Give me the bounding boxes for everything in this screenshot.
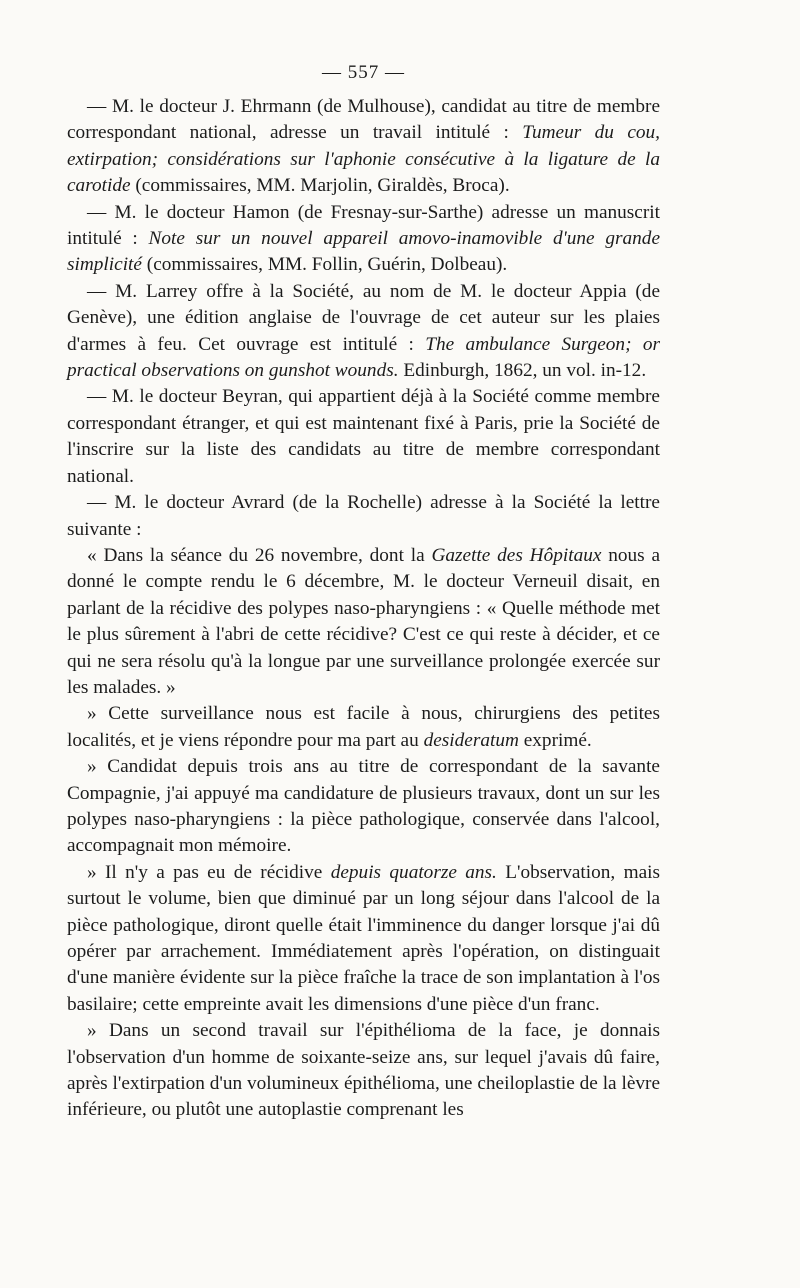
paragraph bbox=[67, 200, 660, 279]
italic-text: Tumeur du cou, extirpation; considérations sur l'aphonie consécutive à la ligature de la carotide bbox=[67, 122, 660, 197]
text-run: — M. Larrey offre à la Société, au nom de M. le docteur Appia (de Genève), une édition anglaise de l'ouvrage de cet auteur sur les plaies d'armes à feu. Cet ouvrage est intitulé : bbox=[67, 280, 660, 355]
text-run: « Dans la séance du 26 novembre, dont la bbox=[87, 544, 432, 566]
text-run: (commissaires, MM. Marjolin, Giraldès, Broca). bbox=[130, 175, 510, 197]
text-run: » Cette surveillance nous est facile à nous, chirurgiens des petites localités, et je viens répondre pour ma part au bbox=[67, 703, 660, 751]
body-text bbox=[67, 94, 660, 1124]
italic-text: Gazette des Hôpitaux bbox=[431, 544, 602, 566]
paragraph bbox=[67, 94, 660, 200]
paragraph bbox=[67, 860, 660, 1018]
text-run: » Dans un second travail sur l'épithélioma de la face, je donnais l'observation d'un homme de soixante-seize ans, sur lequel j'avais dû faire, après l'extirpation d'un volumineux épithélioma, une cheiloplastie de la lèvre inférieure, ou plutôt une autoplastie comprenant les bbox=[67, 1020, 660, 1121]
paragraph bbox=[67, 701, 660, 754]
text-run: exprimé. bbox=[518, 729, 592, 751]
paragraph bbox=[67, 543, 660, 701]
text-run: — M. le docteur Hamon (de Fresnay-sur-Sarthe) adresse un manuscrit intitulé : bbox=[67, 201, 660, 250]
text-run: » Il n'y a pas eu de récidive bbox=[87, 861, 331, 883]
text-run: Edinburgh, 1862, un vol. in-12. bbox=[398, 360, 647, 382]
paragraph bbox=[67, 279, 660, 385]
text-run: — M. le docteur Avrard (de la Rochelle) adresse à la Société la lettre suivante : bbox=[67, 492, 660, 540]
text-run: L'observation, mais surtout le volume, bien que diminué par un long séjour dans l'alcool de la pièce pathologique, diront quelle était l'imminence du danger lorsque j'ai dû opérer par arrachement. Immédiatement après l'opération, on distinguait d'une manière évidente sur la pièce fraîche la trace de son implantation à l'os basilaire; cette empreinte avait les dimensions d'une pièce d'un franc. bbox=[67, 861, 661, 1015]
text-run: nous a donné le compte rendu le 6 décembre, M. le docteur Verneuil disait, en parlant de la récidive des polypes naso-pharyngiens : « Quelle méthode met le plus sûrement à l'abri de cette récidive? C'est ce qui reste à décider, et ce qui ne sera résolu qu'à la longue par une surveillance prolongée exercée sur les malades. » bbox=[67, 544, 661, 698]
page-number: — 557 — bbox=[322, 62, 405, 83]
text-run: » Candidat depuis trois ans au titre de correspondant de la savante Compagnie, j'ai appuyé ma candidature de plusieurs travaux, dont un sur les polypes naso-pharyngiens : la pièce pathologique, conservée dans l'alcool, accompagnait mon mémoire. bbox=[67, 756, 660, 857]
paragraph bbox=[67, 754, 660, 860]
italic-text: Note sur un nouvel appareil amovo-inamovible d'une grande simplicité bbox=[67, 228, 660, 276]
paragraph bbox=[67, 1018, 660, 1124]
text-run: (commissaires, MM. Follin, Guérin, Dolbeau). bbox=[141, 254, 508, 276]
paragraph bbox=[67, 384, 660, 490]
italic-text: The ambulance Surgeon; or practical observations on gunshot wounds. bbox=[67, 333, 660, 382]
paragraph bbox=[67, 490, 660, 543]
text-run: — M. le docteur J. Ehrmann (de Mulhouse), candidat au titre de membre correspondant national, adresse un travail intitulé : bbox=[67, 96, 660, 144]
italic-text: depuis quatorze ans. bbox=[330, 861, 497, 883]
italic-text: desideratum bbox=[423, 729, 519, 751]
text-run: — M. le docteur Beyran, qui appartient déjà à la Société comme membre correspondant étranger, et qui est maintenant fixé à Paris, prie la Société de l'inscrire sur la liste des candidats au titre de membre correspondant national. bbox=[67, 386, 660, 487]
